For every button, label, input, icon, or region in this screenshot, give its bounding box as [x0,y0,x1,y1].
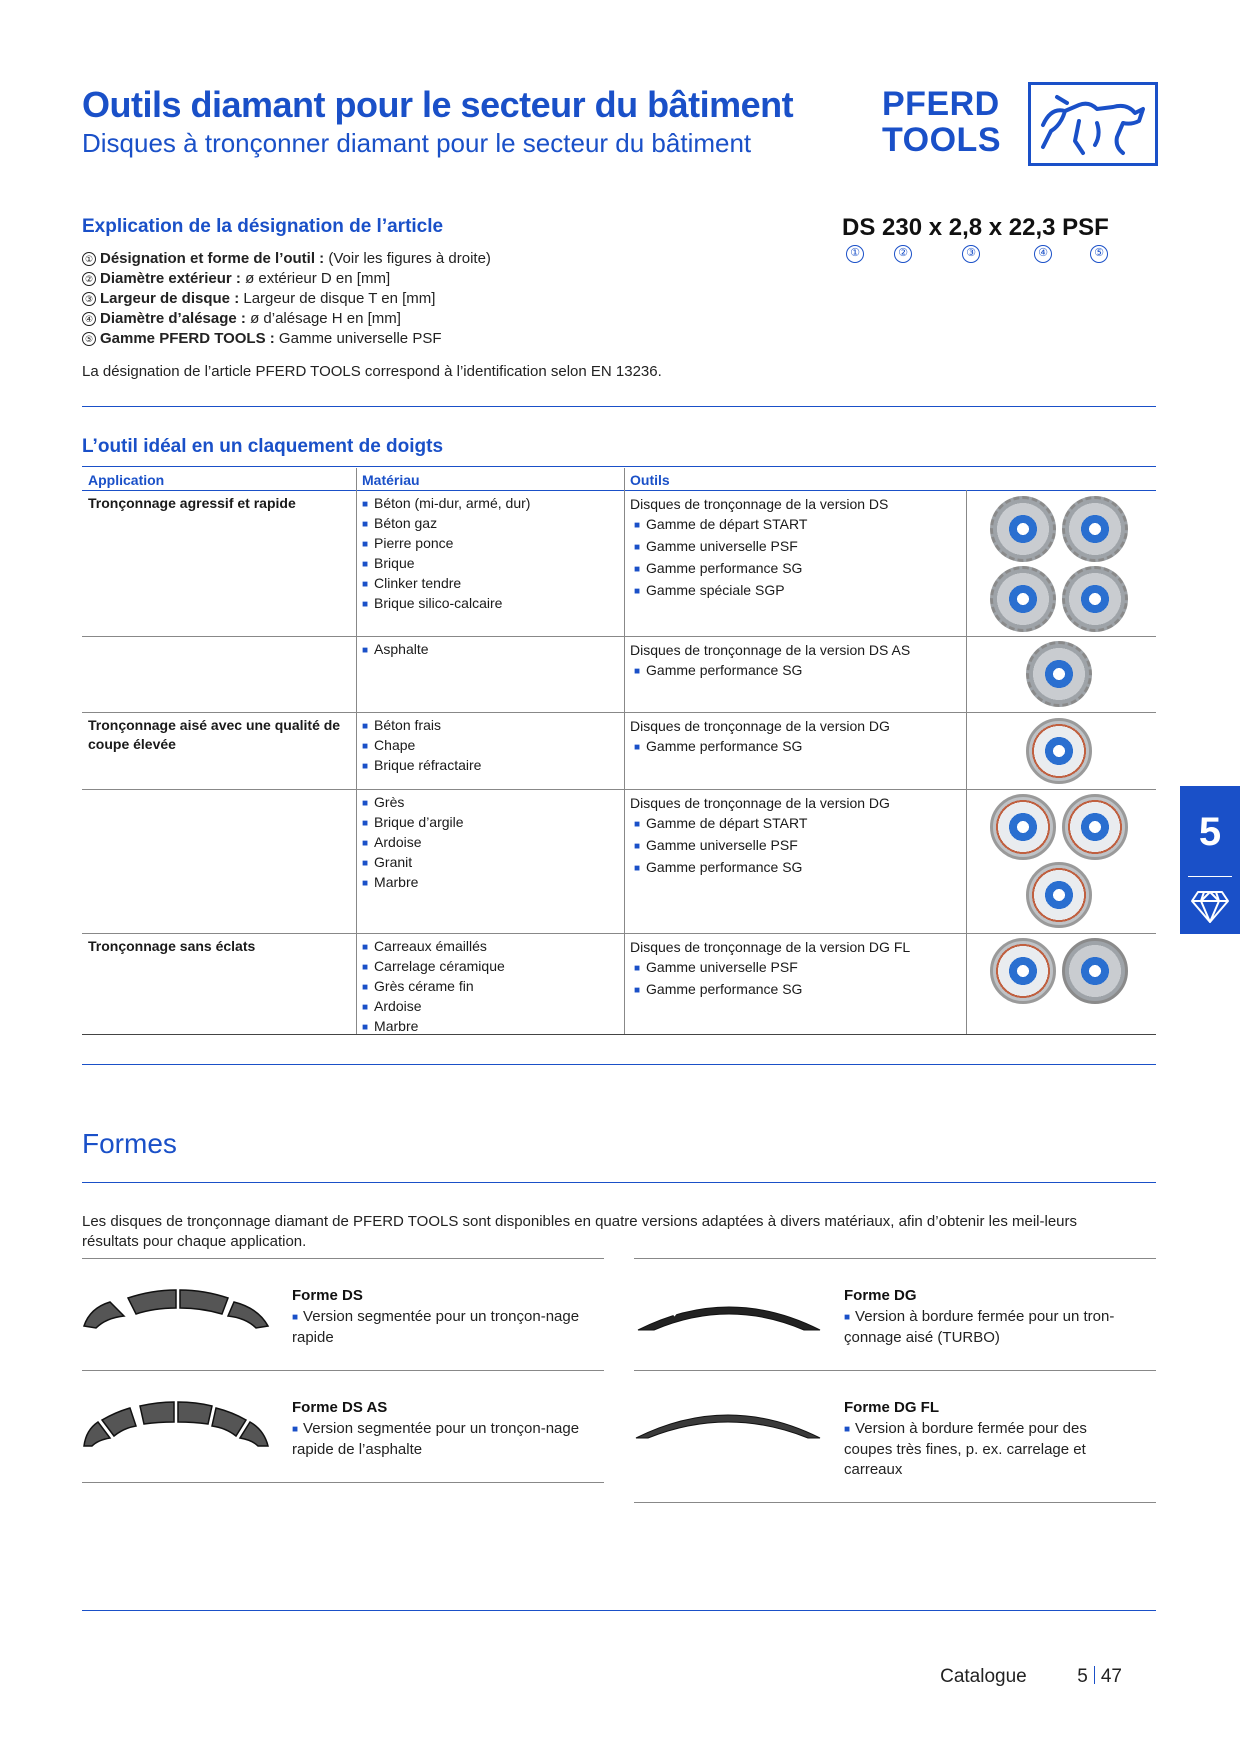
forme-ds-segment-icon [80,1286,272,1330]
forme-ds-as-desc: ■ Version segmentée pour un tronçon-nage rapide de l’asphalte [292,1420,580,1458]
application-text: Tronçonnage aisé avec une qualité de coupe élevée [88,717,341,752]
forme-dg-title: Forme DG [844,1287,917,1304]
disc-image-ds-as [1026,641,1092,707]
explanation-line-2 [82,270,390,287]
column-divider [966,490,967,1034]
forme-ds-as-segment-icon [80,1396,272,1448]
column-header-tools: Outils [630,472,670,488]
tool-range: ■ Gamme performance SG [634,857,960,879]
table-row-1-tools [630,494,960,602]
forms-rule [82,1258,604,1259]
line-text: ø d’alésage H en [mm] [245,310,401,327]
disc-image-dgfl-psf [990,938,1056,1004]
tool-range: ■ Gamme performance SG [634,736,960,758]
forme-ds-desc: ■ Version segmentée pour un tronçon-nage rapide [292,1308,580,1346]
material-item: ■ Asphalte [362,640,620,660]
chapter-number: 5 [1198,810,1222,854]
explanation-line-1 [82,250,491,267]
disc-image-ds-sgp [1062,566,1128,632]
forms-rule [634,1502,1156,1503]
explanation-line-5 [82,330,442,347]
material-item: ■ Béton (mi-dur, armé, dur) [362,494,620,514]
table-row-4-materials [362,793,620,893]
table-row-4-tools [630,793,960,879]
footer-chapter: 5 [1077,1666,1088,1687]
line-number: ③ [82,292,96,306]
page-title: Outils diamant pour le secteur du bâtiment [82,84,794,125]
section-title-ideal-tool: L’outil idéal en un claquement de doigts [82,436,444,457]
material-item: ■ Brique d’argile [362,813,620,833]
divider [82,406,1156,407]
line-text: ø extérieur D en [mm] [240,270,391,287]
chapter-tab[interactable] [1180,786,1240,934]
material-item: ■ Brique [362,554,620,574]
disc-image-ds-psf [1062,496,1128,562]
disc-image-dg-start [990,794,1056,860]
line-text: Largeur de disque T en [mm] [239,290,436,307]
divider [82,1182,1156,1183]
forme-dg-fl-desc: ■ Version à bordure fermée pour des coupes très fines, p. ex. carrelage et carreaux [844,1420,1087,1478]
logo-line-2: TOOLS [882,121,1001,159]
formes-intro: Les disques de tronçonnage diamant de PFERD TOOLS sont disponibles en quatre versions adaptées à divers matériaux, afin d’obtenir les meil-leurs résultats pour chaque application. [82,1213,1077,1250]
table-row-5-application [88,937,350,956]
table-row-3-application [88,716,350,754]
line-number: ② [82,272,96,286]
line-label: Diamètre extérieur : [100,270,241,287]
forme-ds-title: Forme DS [292,1287,363,1304]
line-number: ④ [82,312,96,326]
tool-range: ■ Gamme universelle PSF [634,536,960,558]
row-divider [82,789,1156,790]
material-item: ■ Pierre ponce [362,534,620,554]
forms-rule [634,1258,1156,1259]
disc-image-dg-sg [1026,718,1092,784]
forme-dg-desc: ■ Version à bordure fermée pour un tron-çonnage aisé (TURBO) [844,1308,1115,1346]
material-item: ■ Marbre [362,1017,620,1037]
material-item: ■ Grès [362,793,620,813]
material-item: ■ Grès cérame fin [362,977,620,997]
column-header-application: Application [88,472,165,488]
tab-divider [1188,876,1232,877]
table-row-5-materials [362,937,620,1037]
table-row-1-application [88,494,350,513]
section-title-formes: Formes [82,1128,177,1159]
marker-4: ④ [1034,245,1052,263]
pferd-tools-logo [882,82,1158,166]
footer-page-number: 47 [1100,1666,1122,1687]
table-top-rule [82,466,1156,467]
desc-text: Version à bordure fermée pour des coupes très fines, p. ex. carrelage et carreaux [844,1420,1087,1478]
tool-version: Disques de tronçonnage de la version DG FL [630,939,911,955]
diamond-icon [1190,890,1230,924]
material-item: ■ Carreaux émaillés [362,937,620,957]
application-text: Tronçonnage agressif et rapide [88,495,296,511]
material-item: ■ Béton frais [362,716,620,736]
marker-1: ① [846,245,864,263]
table-row-2-materials [362,640,620,660]
table-row-3-tools [630,716,960,758]
line-text: (Voir les figures à droite) [324,250,491,267]
line-number: ⑤ [82,332,96,346]
disc-image-dg-psf [1062,794,1128,860]
divider [82,1064,1156,1065]
forme-dg-turbo-icon [634,1290,824,1332]
article-designation: DS 230 x 2,8 x 22,3 PSF [842,214,1109,241]
disc-image-ds-start [990,496,1056,562]
marker-3: ③ [962,245,980,263]
tool-range: ■ Gamme spéciale SGP [634,580,960,602]
row-divider [82,636,1156,637]
material-item: ■ Chape [362,736,620,756]
disc-image-ds-sg [990,566,1056,632]
row-divider [82,933,1156,934]
column-divider [356,468,357,1034]
divider [82,1610,1156,1611]
material-item: ■ Brique réfractaire [362,756,620,776]
desc-text: Version à bordure fermée pour un tron-çonnage aisé (TURBO) [844,1308,1115,1346]
material-item: ■ Brique silico-calcaire [362,594,620,614]
tool-range: ■ Gamme performance SG [634,660,960,682]
tool-version: Disques de tronçonnage de la version DS [630,496,889,512]
desc-text: Version segmentée pour un tronçon-nage rapide de l’asphalte [292,1420,580,1458]
forms-rule [82,1370,604,1371]
material-item: ■ Carrelage céramique [362,957,620,977]
desc-text: Version segmentée pour un tronçon-nage rapide [292,1308,580,1346]
marker-5: ⑤ [1090,245,1108,263]
table-row-3-materials [362,716,620,776]
page-subtitle: Disques à tronçonner diamant pour le secteur du bâtiment [82,128,752,158]
explanation-line-3 [82,290,435,307]
line-label: Largeur de disque : [100,290,240,307]
marker-2: ② [894,245,912,263]
en-13236-note: La désignation de l’article PFERD TOOLS correspond à l’identification selon EN 13236. [82,363,662,380]
line-label: Diamètre d’alésage : [100,310,246,327]
forme-dg-fl-rim-icon [632,1396,824,1440]
tool-version: Disques de tronçonnage de la version DG [630,795,890,811]
column-header-material: Matériau [362,472,420,488]
disc-image-dg-sg [1026,862,1092,928]
tool-range: ■ Gamme performance SG [634,558,960,580]
tool-range: ■ Gamme universelle PSF [634,835,960,857]
page-footer [940,1666,1122,1688]
footer-label: Catalogue [940,1666,1027,1687]
material-item: ■ Ardoise [362,997,620,1017]
tool-version: Disques de tronçonnage de la version DS AS [630,642,911,658]
material-item: ■ Béton gaz [362,514,620,534]
material-item: ■ Clinker tendre [362,574,620,594]
table-row-5-tools [630,937,960,1001]
tool-range: ■ Gamme performance SG [634,979,960,1001]
row-divider [82,712,1156,713]
forms-rule [82,1482,604,1483]
application-text: Tronçonnage sans éclats [88,938,256,954]
disc-image-dgfl-sg [1062,938,1128,1004]
material-item: ■ Ardoise [362,833,620,853]
explanation-line-4 [82,310,401,327]
material-item: ■ Granit [362,853,620,873]
table-row-1-materials [362,494,620,614]
forms-rule [634,1370,1156,1371]
material-item: ■ Marbre [362,873,620,893]
logo-line-1: PFERD [882,85,1000,123]
tool-range: ■ Gamme universelle PSF [634,957,960,979]
tool-version: Disques de tronçonnage de la version DG [630,718,890,734]
tool-range: ■ Gamme de départ START [634,813,960,835]
section-title-explanation: Explication de la désignation de l’article [82,216,444,237]
forme-ds-as-title: Forme DS AS [292,1399,388,1416]
line-text: Gamme universelle PSF [274,330,442,347]
tool-range: ■ Gamme de départ START [634,514,960,536]
line-label: Gamme PFERD TOOLS : [100,330,275,347]
header-rule [82,490,1156,491]
horse-logo-icon [1028,82,1158,166]
forme-dg-fl-title: Forme DG FL [844,1399,940,1416]
column-divider [624,468,625,1034]
table-row-2-tools [630,640,960,682]
line-label: Désignation et forme de l’outil : [100,250,325,267]
line-number: ① [82,252,96,266]
